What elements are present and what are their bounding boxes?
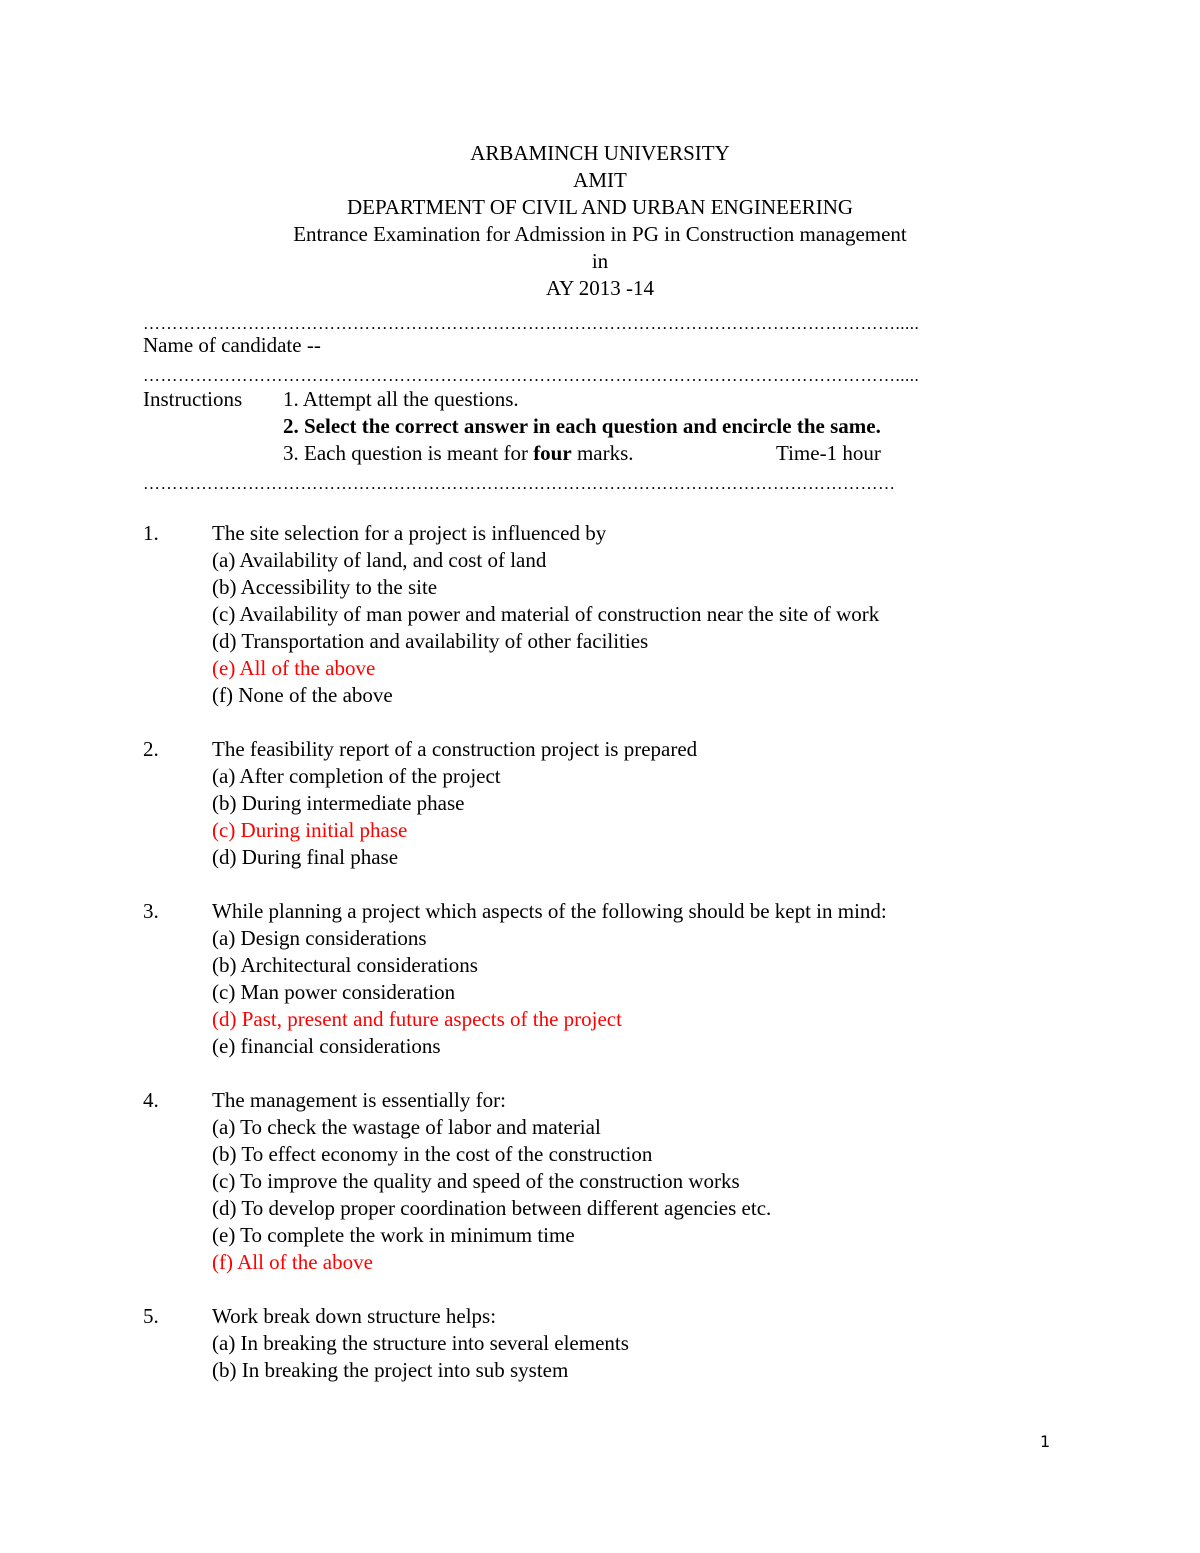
answer-option[interactable]: (a) In breaking the structure into several elements <box>212 1331 629 1355</box>
university-name: ARBAMINCH UNIVERSITY <box>470 141 730 165</box>
question-text: The feasibility report of a construction project is prepared <box>212 737 698 761</box>
instruction-row-2 <box>143 413 1063 440</box>
document-header <box>0 140 1200 302</box>
question-stem <box>143 520 1043 547</box>
instruction-item-1: 1. Attempt all the questions. <box>283 387 519 411</box>
exam-title: Entrance Examination for Admission in PG in Construction management <box>293 222 907 246</box>
answer-option[interactable]: (b) In breaking the project into sub system <box>212 1358 569 1382</box>
answer-option-correct[interactable]: (e) All of the above <box>212 656 376 680</box>
question-text: The site selection for a project is influenced by <box>212 521 607 545</box>
candidate-name-label: Name of candidate -- <box>143 333 321 357</box>
answer-option-correct[interactable]: (d) Past, present and future aspects of the project <box>212 1007 622 1031</box>
answer-option[interactable]: (d) Transportation and availability of other facilities <box>212 629 649 653</box>
answer-option[interactable]: (d) During final phase <box>212 845 399 869</box>
page-number: 1 <box>1040 1432 1051 1451</box>
question-item <box>143 898 1043 1060</box>
instruction-item-2: 2. Select the correct answer in each question and encircle the same. <box>283 414 881 438</box>
answer-option[interactable]: (b) Accessibility to the site <box>212 575 438 599</box>
answer-option[interactable]: (a) After completion of the project <box>212 764 501 788</box>
instruction-item-3-tail: marks. <box>571 441 634 465</box>
question-number: 3. <box>143 899 159 923</box>
answer-option[interactable]: (c) Man power consideration <box>212 980 456 1004</box>
instruction-item-3 <box>283 440 634 467</box>
answer-option[interactable]: (a) Availability of land, and cost of land <box>212 548 547 572</box>
answer-option[interactable]: (d) To develop proper coordination between different agencies etc. <box>212 1196 772 1220</box>
instruction-item-3-start: 3. Each question is meant for <box>283 441 534 465</box>
question-item <box>143 520 1043 709</box>
institute-name: AMIT <box>573 168 627 192</box>
separator-line-3: ………………………………………………………………………………………………………………… <box>143 474 896 493</box>
answer-option[interactable]: (f) None of the above <box>212 683 393 707</box>
question-number: 4. <box>143 1088 159 1112</box>
question-item <box>143 1303 1043 1384</box>
separator-line-2: …………………………………………………………………………………………………………………..... <box>143 366 920 385</box>
answer-option[interactable]: (a) Design considerations <box>212 926 427 950</box>
academic-year: AY 2013 -14 <box>545 276 655 300</box>
question-stem <box>143 1303 1043 1330</box>
exam-time: Time-1 hour <box>776 441 881 465</box>
question-number: 2. <box>143 737 159 761</box>
answer-option-correct[interactable]: (c) During initial phase <box>212 818 408 842</box>
department-name: DEPARTMENT OF CIVIL AND URBAN ENGINEERING <box>346 195 854 219</box>
instructions-label: Instructions <box>143 387 243 411</box>
answer-option[interactable]: (b) During intermediate phase <box>212 791 465 815</box>
question-item <box>143 736 1043 871</box>
question-number: 5. <box>143 1304 159 1328</box>
questions-list <box>143 520 1043 1411</box>
question-number: 1. <box>143 521 159 545</box>
answer-option-correct[interactable]: (f) All of the above <box>212 1250 373 1274</box>
answer-option[interactable]: (b) Architectural considerations <box>212 953 478 977</box>
question-stem <box>143 1087 1043 1114</box>
exam-in: in <box>591 249 609 273</box>
instruction-row-1 <box>143 386 1063 413</box>
answer-option[interactable]: (e) To complete the work in minimum time <box>212 1223 575 1247</box>
question-stem <box>143 898 1043 925</box>
answer-option[interactable]: (a) To check the wastage of labor and material <box>212 1115 601 1139</box>
question-stem <box>143 736 1043 763</box>
question-text: While planning a project which aspects of the following should be kept in mind: <box>212 899 887 923</box>
answer-option[interactable]: (e) financial considerations <box>212 1034 441 1058</box>
answer-option[interactable]: (c) To improve the quality and speed of the construction works <box>212 1169 740 1193</box>
instructions-block <box>143 386 1063 467</box>
question-text: Work break down structure helps: <box>212 1304 497 1328</box>
answer-option[interactable]: (b) To effect economy in the cost of the construction <box>212 1142 653 1166</box>
answer-option[interactable]: (c) Availability of man power and material of construction near the site of work <box>212 602 880 626</box>
instruction-item-3-bold: four <box>533 441 572 465</box>
question-text: The management is essentially for: <box>212 1088 506 1112</box>
question-item <box>143 1087 1043 1276</box>
instruction-row-3 <box>143 440 1063 467</box>
separator-line-1: …………………………………………………………………………………………………………………..... <box>143 314 920 333</box>
